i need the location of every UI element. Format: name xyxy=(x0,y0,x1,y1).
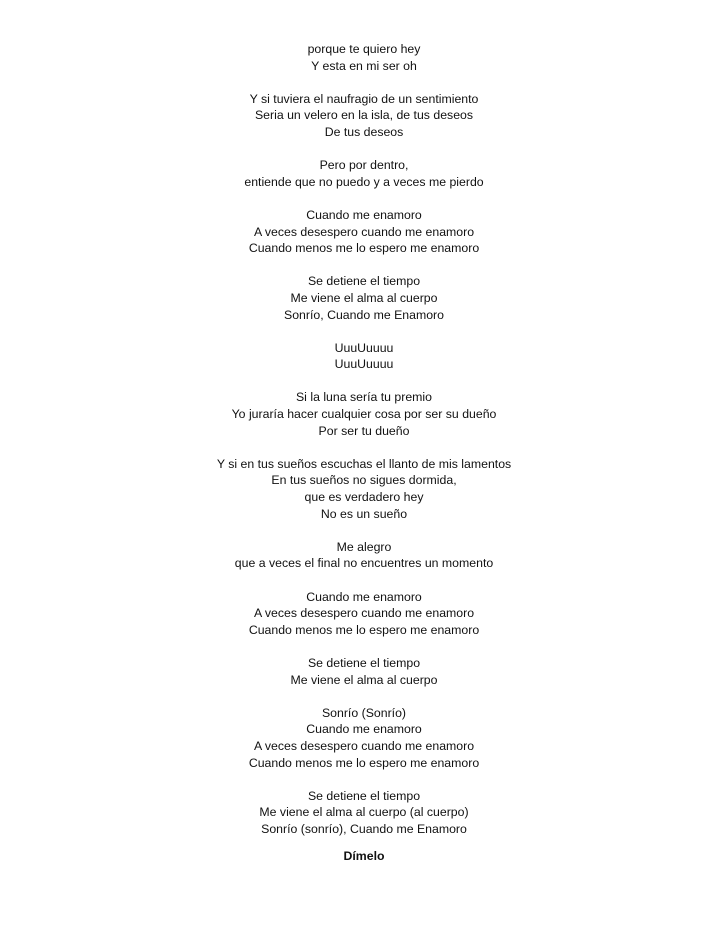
lyric-line: Por ser tu dueño xyxy=(318,423,410,438)
lyric-line: que a veces el final no encuentres un momento xyxy=(234,556,494,571)
lyric-line: Y si en tus sueños escuchas el llanto de mis lamentos xyxy=(216,456,512,471)
lyric-line: Y si tuviera el naufragio de un sentimiento xyxy=(249,91,479,106)
stanza xyxy=(214,273,514,323)
lyric-line: Cuando menos me lo espero me enamoro xyxy=(248,622,480,637)
lyric-line: Cuando me enamoro xyxy=(306,589,422,604)
lyric-line: En tus sueños no sigues dormida, xyxy=(271,473,457,488)
lyric-line: UuuUuuuu xyxy=(334,357,394,372)
lyric-line: entiende que no puedo y a veces me pierdo xyxy=(244,174,484,189)
lyric-line: Me viene el alma al cuerpo xyxy=(290,672,438,687)
stanza xyxy=(214,91,514,141)
lyric-line: Cuando menos me lo espero me enamoro xyxy=(248,241,480,256)
lyric-line: Sonrío (Sonrío) xyxy=(321,705,407,720)
lyric-line: Cuando menos me lo espero me enamoro xyxy=(248,755,480,770)
stanza xyxy=(214,157,514,190)
stanza xyxy=(214,456,514,522)
song-title-footer: Dímelo xyxy=(343,849,385,864)
lyric-line: Yo juraría hacer cualquier cosa por ser su dueño xyxy=(231,407,497,422)
lyric-line: Se detiene el tiempo xyxy=(307,788,421,803)
lyrics-block xyxy=(214,41,514,865)
lyric-line: Me alegro xyxy=(336,539,392,554)
stanza xyxy=(214,589,514,639)
lyric-line: A veces desespero cuando me enamoro xyxy=(253,224,475,239)
lyric-line: Se detiene el tiempo xyxy=(307,274,421,289)
lyric-line: que es verdadero hey xyxy=(304,490,424,505)
stanza xyxy=(214,389,514,439)
stanza xyxy=(214,41,514,74)
lyric-line: UuuUuuuu xyxy=(334,340,394,355)
lyric-line: Cuando me enamoro xyxy=(306,207,422,222)
lyric-line: Pero por dentro, xyxy=(319,158,409,173)
lyric-line: A veces desespero cuando me enamoro xyxy=(253,606,475,621)
lyric-line: Me viene el alma al cuerpo (al cuerpo) xyxy=(259,805,469,820)
lyric-line: Seria un velero en la isla, de tus deseos xyxy=(254,108,474,123)
lyric-line: Y esta en mi ser oh xyxy=(311,58,417,73)
stanza xyxy=(214,655,514,688)
lyric-line: De tus deseos xyxy=(324,124,404,139)
lyric-line: A veces desespero cuando me enamoro xyxy=(253,738,475,753)
stanza xyxy=(214,340,514,373)
lyric-line: Cuando me enamoro xyxy=(306,722,422,737)
lyric-line: No es un sueño xyxy=(320,506,408,521)
stanza xyxy=(214,705,514,771)
lyric-line: Se detiene el tiempo xyxy=(307,655,421,670)
stanza xyxy=(214,539,514,572)
lyric-line: porque te quiero hey xyxy=(307,42,421,56)
lyric-line: Sonrío, Cuando me Enamoro xyxy=(284,307,444,322)
stanza xyxy=(214,207,514,257)
lyric-line: Si la luna sería tu premio xyxy=(295,390,433,405)
lyric-line: Sonrío (sonrío), Cuando me Enamoro xyxy=(261,821,467,836)
lyric-line: Me viene el alma al cuerpo xyxy=(290,290,438,305)
stanza xyxy=(214,788,514,838)
